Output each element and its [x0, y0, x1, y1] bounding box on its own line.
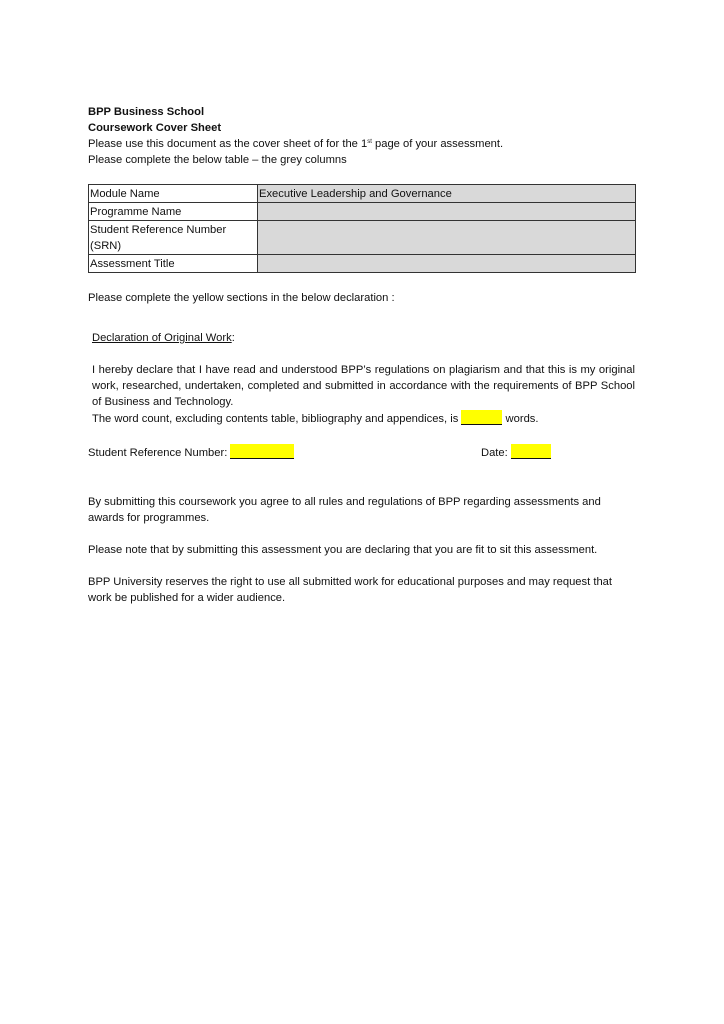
- date-label: Date:: [481, 447, 511, 459]
- programme-name-field[interactable]: [258, 203, 636, 221]
- srn-field[interactable]: [258, 221, 636, 255]
- declaration-block: [88, 330, 635, 427]
- programme-name-label: Programme Name: [89, 203, 258, 221]
- instruction-cover-sheet: [88, 136, 636, 152]
- date-field[interactable]: [511, 444, 551, 459]
- word-count-line: [92, 410, 635, 427]
- details-table: [88, 184, 636, 273]
- publication-paragraph: BPP University reserves the right to use all submitted work for educational purposes and may request that work be published for a wider audience.: [88, 576, 613, 604]
- table-row: [89, 221, 636, 255]
- declaration-heading-colon: :: [231, 332, 235, 344]
- assessment-title-field[interactable]: [258, 255, 636, 273]
- srn-declaration-label: Student Reference Number:: [88, 447, 231, 459]
- fitness-paragraph: Please note that by submitting this assessment you are declaring that you are fit to sit this assessment.: [88, 544, 598, 556]
- yellow-sections-instruction: Please complete the yellow sections in the below declaration :: [88, 292, 395, 304]
- declaration-body: I hereby declare that I have read and understood BPP’s regulations on plagiarism and that this is my original work, researched, undertaken, completed and submitted in accordance with the requirements of BPP School of Business and Technology.: [92, 364, 635, 408]
- declaration-heading-text: Declaration of Original Work: [92, 332, 232, 344]
- module-name-field[interactable]: Executive Leadership and Governance: [258, 185, 636, 203]
- srn-declaration-field[interactable]: [230, 444, 294, 459]
- instruction-text-part: page of your assessment.: [371, 138, 504, 150]
- instruction-text-part: Please use this document as the cover sheet of for the 1: [88, 138, 368, 150]
- agreement-paragraph: By submitting this coursework you agree to all rules and regulations of BPP regarding assessments and awards for programmes.: [88, 496, 601, 524]
- srn-date-row: [88, 444, 636, 460]
- table-row: [89, 203, 636, 221]
- module-name-label: Module Name: [89, 185, 258, 203]
- word-count-suffix: words.: [502, 413, 539, 425]
- school-name: BPP Business School: [88, 106, 205, 118]
- assessment-title-label: Assessment Title: [89, 255, 258, 273]
- ordinal-suffix: st: [367, 139, 372, 145]
- instruction-grey-columns: Please complete the below table – the grey columns: [88, 154, 347, 166]
- word-count-text: The word count, excluding contents table, bibliography and appendices, is: [92, 413, 462, 425]
- table-row: [89, 255, 636, 273]
- sheet-title: Coursework Cover Sheet: [88, 122, 222, 134]
- cover-sheet-page: [88, 104, 636, 606]
- declaration-heading: [92, 330, 635, 346]
- table-row: [89, 185, 636, 203]
- srn-label: Student Reference Number (SRN): [89, 221, 258, 255]
- date-group: [481, 444, 551, 461]
- word-count-field[interactable]: [461, 410, 502, 425]
